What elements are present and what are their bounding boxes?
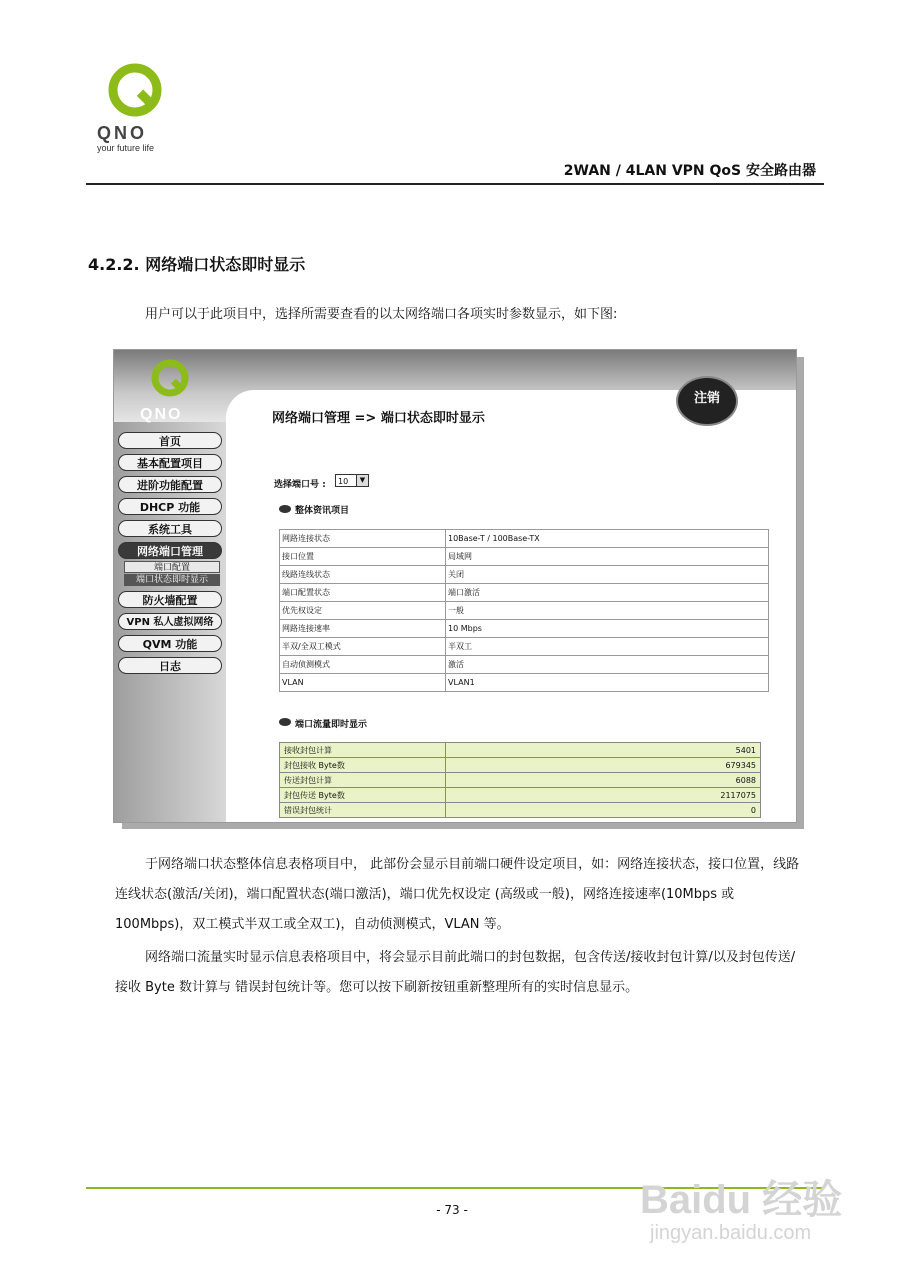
table-row [280, 620, 769, 638]
row-label: 错误封包统计 [280, 803, 446, 818]
row-label: 优先权设定 [280, 602, 446, 620]
row-value: 关闭 [446, 566, 769, 584]
traffic-info-title: 端口流量即时显示 [295, 720, 368, 730]
overall-info-table [279, 529, 769, 692]
row-label: 封包接收 Byte数 [280, 758, 446, 773]
nav-port-management[interactable]: 网络端口管理 [118, 542, 222, 559]
table-row [280, 638, 769, 656]
row-label: 封包传送 Byte数 [280, 788, 446, 803]
subnav-port-config[interactable]: 端口配置 [124, 561, 220, 573]
table-row [280, 566, 769, 584]
brand-word: QNO [97, 123, 148, 143]
row-value: 半双工 [446, 638, 769, 656]
table-row [280, 530, 769, 548]
subnav-port-status[interactable]: 端口状态即时显示 [124, 574, 220, 586]
section-intro: 用户可以于此项目中，选择所需要查看的以太网络端口各项实时参数显示，如下图: [145, 307, 618, 322]
row-label: 端口配置状态 [280, 584, 446, 602]
nav-system-tools[interactable]: 系统工具 [118, 520, 222, 537]
row-label: VLAN [280, 674, 446, 692]
row-value: 2117075 [446, 788, 761, 803]
table-row [280, 584, 769, 602]
row-value: 6088 [446, 773, 761, 788]
table-row [280, 803, 761, 818]
table-row [280, 548, 769, 566]
traffic-info-table [279, 742, 761, 818]
row-value: 10Base-T / 100Base-TX [446, 530, 769, 548]
row-label: 接口位置 [280, 548, 446, 566]
product-title: 2WAN / 4LAN VPN QoS 安全路由器 [563, 163, 816, 179]
nav-vpn[interactable]: VPN 私人虚拟网络 [118, 613, 222, 630]
nav-advanced-config[interactable]: 进阶功能配置 [118, 476, 222, 493]
row-label: 传送封包计算 [280, 773, 446, 788]
nav-home[interactable]: 首页 [118, 432, 222, 449]
table-row [280, 674, 769, 692]
nav-basic-config[interactable]: 基本配置项目 [118, 454, 222, 471]
row-value: 局域网 [446, 548, 769, 566]
brand-tagline: your future life [97, 143, 155, 153]
watermark-line1: Baidu 经验 [640, 1178, 843, 1222]
row-label: 线路连线状态 [280, 566, 446, 584]
nav-log[interactable]: 日志 [118, 657, 222, 674]
nav-dhcp[interactable]: DHCP 功能 [118, 498, 222, 515]
row-value: VLAN1 [446, 674, 769, 692]
row-label: 自动侦测模式 [280, 656, 446, 674]
row-label: 网路连接速率 [280, 620, 446, 638]
row-value: 一般 [446, 602, 769, 620]
table-row [280, 743, 761, 758]
row-value: 端口激活 [446, 584, 769, 602]
table-row [280, 602, 769, 620]
body-paragraph: 网络端口流量实时显示信息表格项目中，将会显示目前此端口的封包数据，包含传送/接收封包计算/以及封包传送/接收 Byte 数计算与 错误封包统计等。您可以按下刷新按钮重新整理所有的实时信息显示。 [115, 950, 796, 995]
watermark-line2: jingyan.baidu.com [650, 1222, 812, 1244]
header-divider [86, 183, 824, 185]
table-row [280, 758, 761, 773]
port-select-value: 10 [338, 477, 349, 486]
section-title: 4.2.2. 网络端口状态即时显示 [88, 255, 306, 274]
body-paragraph: 于网络端口状态整体信息表格项目中， 此部份会显示目前端口硬件设定项目，如：网络连接状态，接口位置，线路连线状态(激活/关闭)，端口配置状态(端口激活)，端口优先权设定 (高级或一般)，网络连接速率(10Mbps 或 100Mbps)，双工模式半双工或全双工)，自动侦测模式，VLAN 等。 [115, 857, 800, 932]
row-value: 0 [446, 803, 761, 818]
logout-button[interactable]: 注销 [676, 376, 738, 426]
group-bullet-icon [279, 505, 291, 513]
row-label: 接收封包计算 [280, 743, 446, 758]
small-logo-word: QNO [140, 406, 183, 423]
qno-small-logo-icon [150, 358, 190, 402]
row-value: 激活 [446, 656, 769, 674]
table-row [280, 773, 761, 788]
page-number: - 73 - [436, 1203, 468, 1217]
table-row [280, 656, 769, 674]
row-label: 半双/全双工模式 [280, 638, 446, 656]
nav-qvm[interactable]: QVM 功能 [118, 635, 222, 652]
port-select-label: 选择端口号 : [274, 480, 326, 490]
overall-info-title: 整体资讯项目 [295, 506, 350, 516]
table-row [280, 788, 761, 803]
qno-logo-icon [105, 62, 165, 122]
row-value: 10 Mbps [446, 620, 769, 638]
row-label: 网路连接状态 [280, 530, 446, 548]
row-value: 5401 [446, 743, 761, 758]
chevron-down-icon[interactable]: ▼ [356, 475, 368, 486]
router-ui-screenshot [113, 349, 797, 823]
port-select[interactable] [335, 474, 369, 487]
row-value: 679345 [446, 758, 761, 773]
nav-firewall[interactable]: 防火墙配置 [118, 591, 222, 608]
group-bullet-icon [279, 718, 291, 726]
screen-title: 网络端口管理 => 端口状态即时显示 [272, 411, 485, 426]
